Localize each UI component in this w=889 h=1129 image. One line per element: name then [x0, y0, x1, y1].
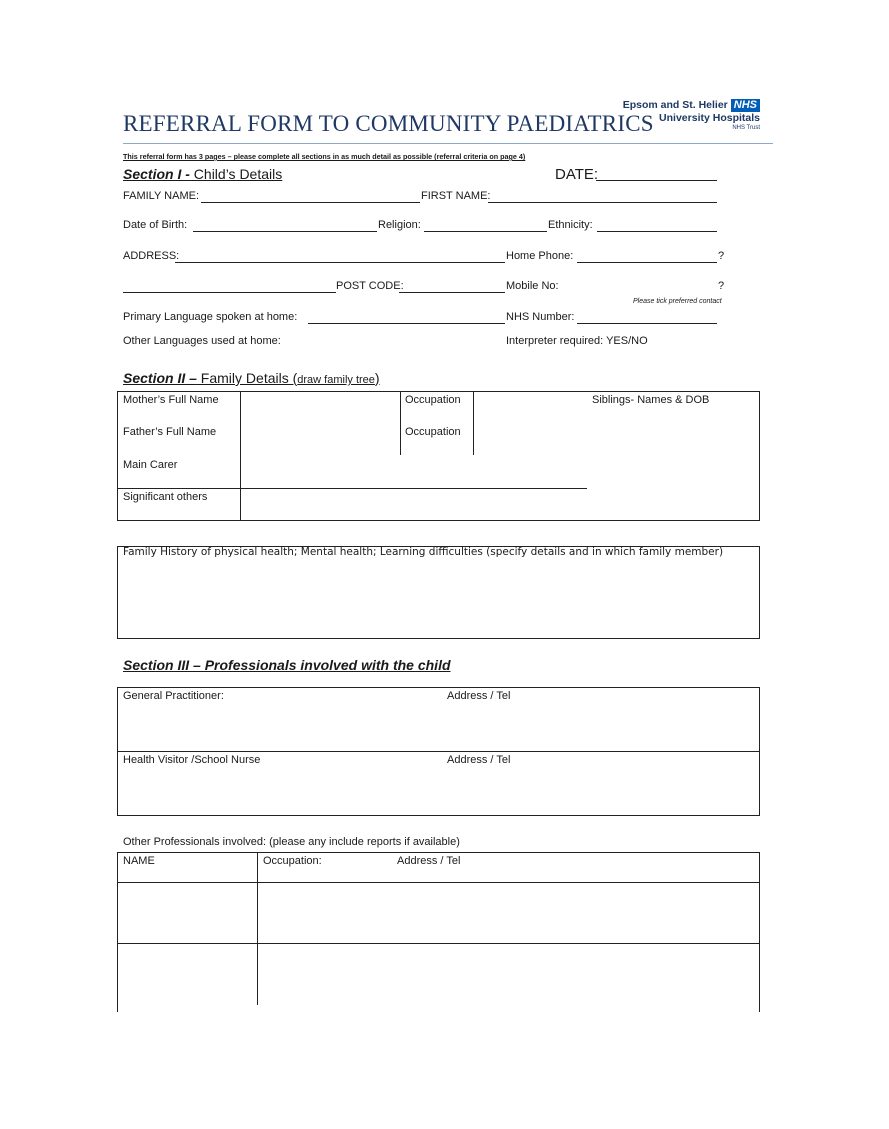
address-column-header: Address / Tel [397, 855, 461, 867]
section2-heading-close: ) [374, 370, 380, 386]
nhs-logo [623, 99, 760, 133]
significant-others-label: Significant others [123, 491, 208, 503]
nhs-number-field[interactable] [577, 323, 717, 324]
first-name-field[interactable] [488, 202, 717, 203]
section1-heading-rest: Child’s Details [189, 166, 283, 182]
header-divider [123, 143, 773, 144]
other-professionals-label: Other Professionals involved: (please any include reports if available) [123, 836, 460, 848]
page-title: REFERRAL FORM TO COMMUNITY PAEDIATRICS [123, 111, 654, 136]
post-code-label: POST CODE: [336, 280, 404, 292]
family-table-row-divider [117, 488, 241, 489]
section2-heading-rest: Family Details ( [196, 370, 298, 386]
family-table-divider-occ [400, 391, 401, 455]
form-note: This referral form has 3 pages – please complete all sections in as much detail as possible (referral criteria on page 4) [123, 152, 526, 161]
date-label: DATE: [555, 166, 599, 183]
ethnicity-label: Ethnicity: [548, 219, 593, 231]
family-table-row-divider2 [240, 488, 587, 489]
professionals-row-divider [117, 751, 760, 752]
family-history-label: Family History of physical health; Mental health; Learning difficulties (specify details and in which family member) [123, 546, 724, 558]
name-column-header: NAME [123, 855, 155, 867]
section2-heading-small: draw family tree [297, 374, 375, 386]
father-name-field[interactable] [242, 424, 399, 452]
other-languages-label: Other Languages used at home: [123, 335, 281, 347]
religion-field[interactable] [424, 231, 547, 232]
siblings-label: Siblings- Names & DOB [592, 394, 710, 406]
other-prof-row1-details[interactable] [259, 884, 758, 941]
logo-line1: Epsom and St. Helier [622, 99, 728, 111]
date-field[interactable] [596, 180, 717, 181]
primary-language-label: Primary Language spoken at home: [123, 311, 298, 323]
main-carer-label: Main Carer [123, 459, 178, 471]
address-label: ADDRESS: [123, 250, 180, 262]
occupation-column-header: Occupation: [263, 855, 322, 867]
mother-name-field[interactable] [242, 393, 399, 421]
interpreter-label[interactable]: Interpreter required: YES/NO [506, 335, 648, 347]
first-name-label: FIRST NAME: [421, 190, 491, 202]
health-visitor-address-label: Address / Tel [447, 754, 511, 766]
tick-note: Please tick preferred contact [633, 298, 722, 305]
address-line2-field[interactable] [123, 292, 336, 293]
father-occupation-label: Occupation [405, 426, 461, 438]
section1-heading-bold: Section I - [123, 166, 190, 182]
significant-others-field[interactable] [242, 490, 758, 519]
primary-language-field[interactable] [308, 323, 505, 324]
section2-heading [123, 370, 380, 386]
mobile-tick[interactable]: ? [718, 280, 725, 292]
section2-heading-bold: Section II – [123, 370, 197, 386]
nhs-number-label: NHS Number: [506, 311, 575, 323]
section3-heading: Section III – Professionals involved with the child [123, 657, 451, 673]
father-name-label: Father’s Full Name [123, 426, 217, 438]
other-prof-col-divider [257, 852, 258, 1005]
family-name-field[interactable] [201, 202, 420, 203]
family-name-label: FAMILY NAME: [123, 190, 200, 202]
health-visitor-label: Health Visitor /School Nurse [123, 754, 261, 766]
logo-line3: NHS Trust [732, 125, 760, 131]
home-phone-label: Home Phone: [506, 250, 574, 262]
ethnicity-field[interactable] [597, 231, 717, 232]
gp-label: General Practitioner: [123, 690, 224, 702]
section1-heading [123, 166, 282, 182]
mobile-label: Mobile No: [506, 280, 559, 292]
address-field[interactable] [175, 262, 505, 263]
family-table-divider-occ2 [473, 391, 474, 455]
gp-address-label: Address / Tel [447, 690, 511, 702]
religion-label: Religion: [378, 219, 421, 231]
health-visitor-field[interactable] [119, 769, 758, 814]
other-prof-row2-details[interactable] [259, 945, 758, 1003]
other-prof-row2-name[interactable] [119, 945, 255, 1003]
dob-label: Date of Birth: [123, 219, 188, 231]
other-prof-header-divider [117, 882, 760, 883]
other-prof-row-divider [117, 943, 760, 944]
mother-name-label: Mother’s Full Name [123, 394, 219, 406]
post-code-field[interactable] [399, 292, 505, 293]
family-table-divider [240, 391, 241, 521]
mother-occupation-label: Occupation [405, 394, 461, 406]
dob-field[interactable] [193, 231, 377, 232]
logo-line2: University Hospitals [659, 112, 760, 124]
home-phone-field[interactable] [577, 262, 717, 263]
other-prof-row1-name[interactable] [119, 884, 255, 941]
gp-field[interactable] [119, 705, 758, 749]
nhs-badge: NHS [731, 99, 760, 112]
main-carer-field[interactable] [242, 457, 586, 487]
family-history-box[interactable] [117, 546, 760, 639]
home-phone-tick[interactable]: ? [718, 250, 725, 262]
